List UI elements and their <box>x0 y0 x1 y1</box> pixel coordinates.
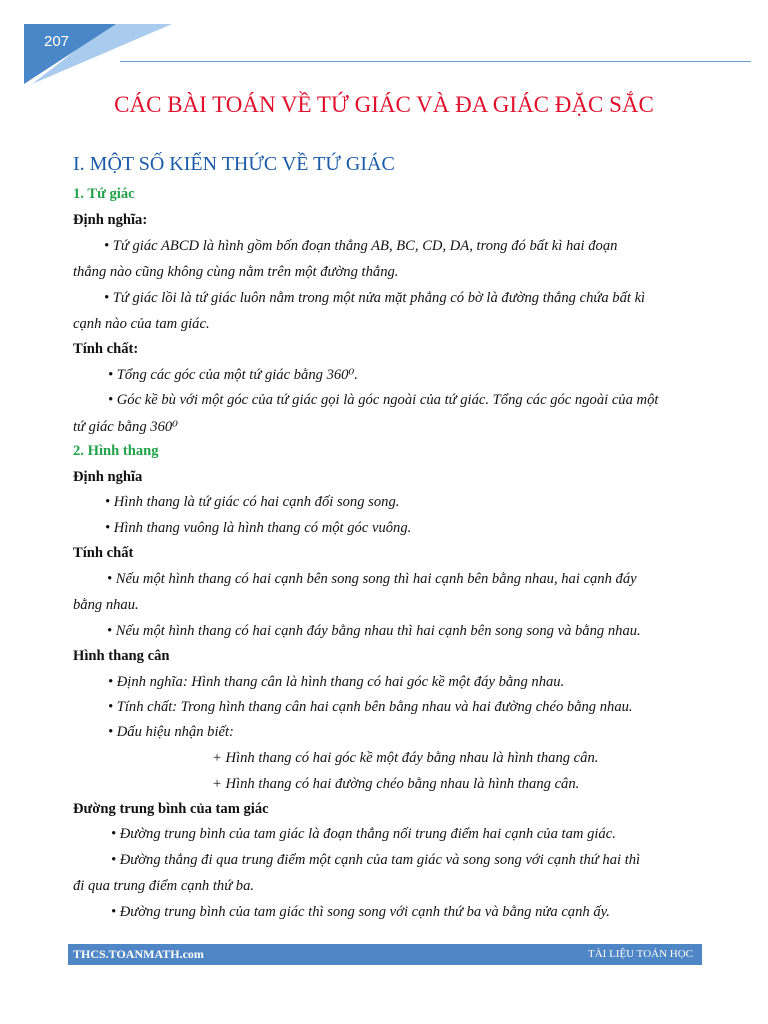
label-hinh-thang-can: Hình thang cân <box>73 648 170 664</box>
label-dinh-nghia: Định nghĩa <box>73 469 143 485</box>
footer-caption: TÀI LIỆU TOÁN HỌC <box>588 948 693 960</box>
bullet-midline-line: • Đường trung bình của tam giác thì song song với cạnh thứ ba và bằng nửa cạnh ấy. <box>111 904 610 920</box>
bullet-property-line: bằng nhau. <box>73 597 139 613</box>
label-dinh-nghia: Định nghĩa: <box>73 212 148 228</box>
bullet-property-line: • Nếu một hình thang có hai cạnh bên song song thì hai cạnh bên bằng nhau, hai cạnh đáy <box>107 571 637 587</box>
bullet-midline-line: • Đường thẳng đi qua trung điểm một cạnh của tam giác và song song với cạnh thứ hai thì <box>111 852 641 868</box>
bullet-definition-line: • Hình thang vuông là hình thang có một góc vuông. <box>105 520 412 536</box>
bullet-property-line: • Tổng các góc của một tứ giác bằng 360⁰. <box>108 367 358 383</box>
bullet-isosceles-line: • Tính chất: Trong hình thang cân hai cạnh bên bằng nhau và hai đường chéo bằng nhau. <box>108 699 633 715</box>
label-duong-trung-binh: Đường trung bình của tam giác <box>73 801 269 817</box>
bullet-property-line: • Nếu một hình thang có hai cạnh đáy bằng nhau thì hai cạnh bên song song và bằng nhau. <box>107 623 641 639</box>
bullet-isosceles-line: • Định nghĩa: Hình thang cân là hình thang có hai góc kề một đáy bằng nhau. <box>108 674 565 690</box>
bullet-midline-line: đi qua trung điểm cạnh thứ ba. <box>73 878 255 894</box>
sub-criterion-line: + Hình thang có hai đường chéo bằng nhau là hình thang cân. <box>212 776 580 792</box>
bullet-property-line: • Góc kề bù với một góc của tứ giác gọi là góc ngoài của tứ giác. Tổng các góc ngoài của một <box>108 392 659 408</box>
label-tinh-chat: Tính chất: <box>73 341 139 357</box>
bullet-definition-line: • Tứ giác lồi là tứ giác luôn nằm trong một nửa mặt phẳng có bờ là đường thẳng chứa bất kì <box>104 290 646 306</box>
bullet-definition-line: cạnh nào của tam giác. <box>73 316 210 332</box>
label-tinh-chat: Tính chất <box>73 545 134 561</box>
bullet-definition-line: thẳng nào cũng không cùng nằm trên một đường thẳng. <box>73 264 399 280</box>
subheading-hinh-thang: 2. Hình thang <box>73 443 159 459</box>
page-number: 207 <box>44 33 70 50</box>
bullet-midline-line: • Đường trung bình của tam giác là đoạn thẳng nối trung điểm hai cạnh của tam giác. <box>111 826 616 842</box>
sub-criterion-line: + Hình thang có hai góc kề một đáy bằng nhau là hình thang cân. <box>212 750 599 766</box>
page-corner-decoration <box>0 0 175 90</box>
footer-bar <box>68 944 702 965</box>
bullet-definition-line: • Hình thang là tứ giác có hai cạnh đối song song. <box>105 494 400 510</box>
footer-site-link[interactable]: THCS.TOANMATH.com <box>73 947 204 961</box>
header-rule <box>120 61 751 62</box>
bullet-definition-line: • Tứ giác ABCD là hình gồm bốn đoạn thẳng AB, BC, CD, DA, trong đó bất kì hai đoạn <box>104 238 618 254</box>
section-heading: I. MỘT SỐ KIẾN THỨC VỀ TỨ GIÁC <box>73 153 395 175</box>
subheading-tu-giac: 1. Tứ giác <box>73 186 135 202</box>
bullet-property-line: tứ giác bằng 360⁰ <box>73 419 179 435</box>
document-title: CÁC BÀI TOÁN VỀ TỨ GIÁC VÀ ĐA GIÁC ĐẶC SẮC <box>114 92 654 117</box>
bullet-isosceles-line: • Dấu hiệu nhận biết: <box>108 724 234 740</box>
